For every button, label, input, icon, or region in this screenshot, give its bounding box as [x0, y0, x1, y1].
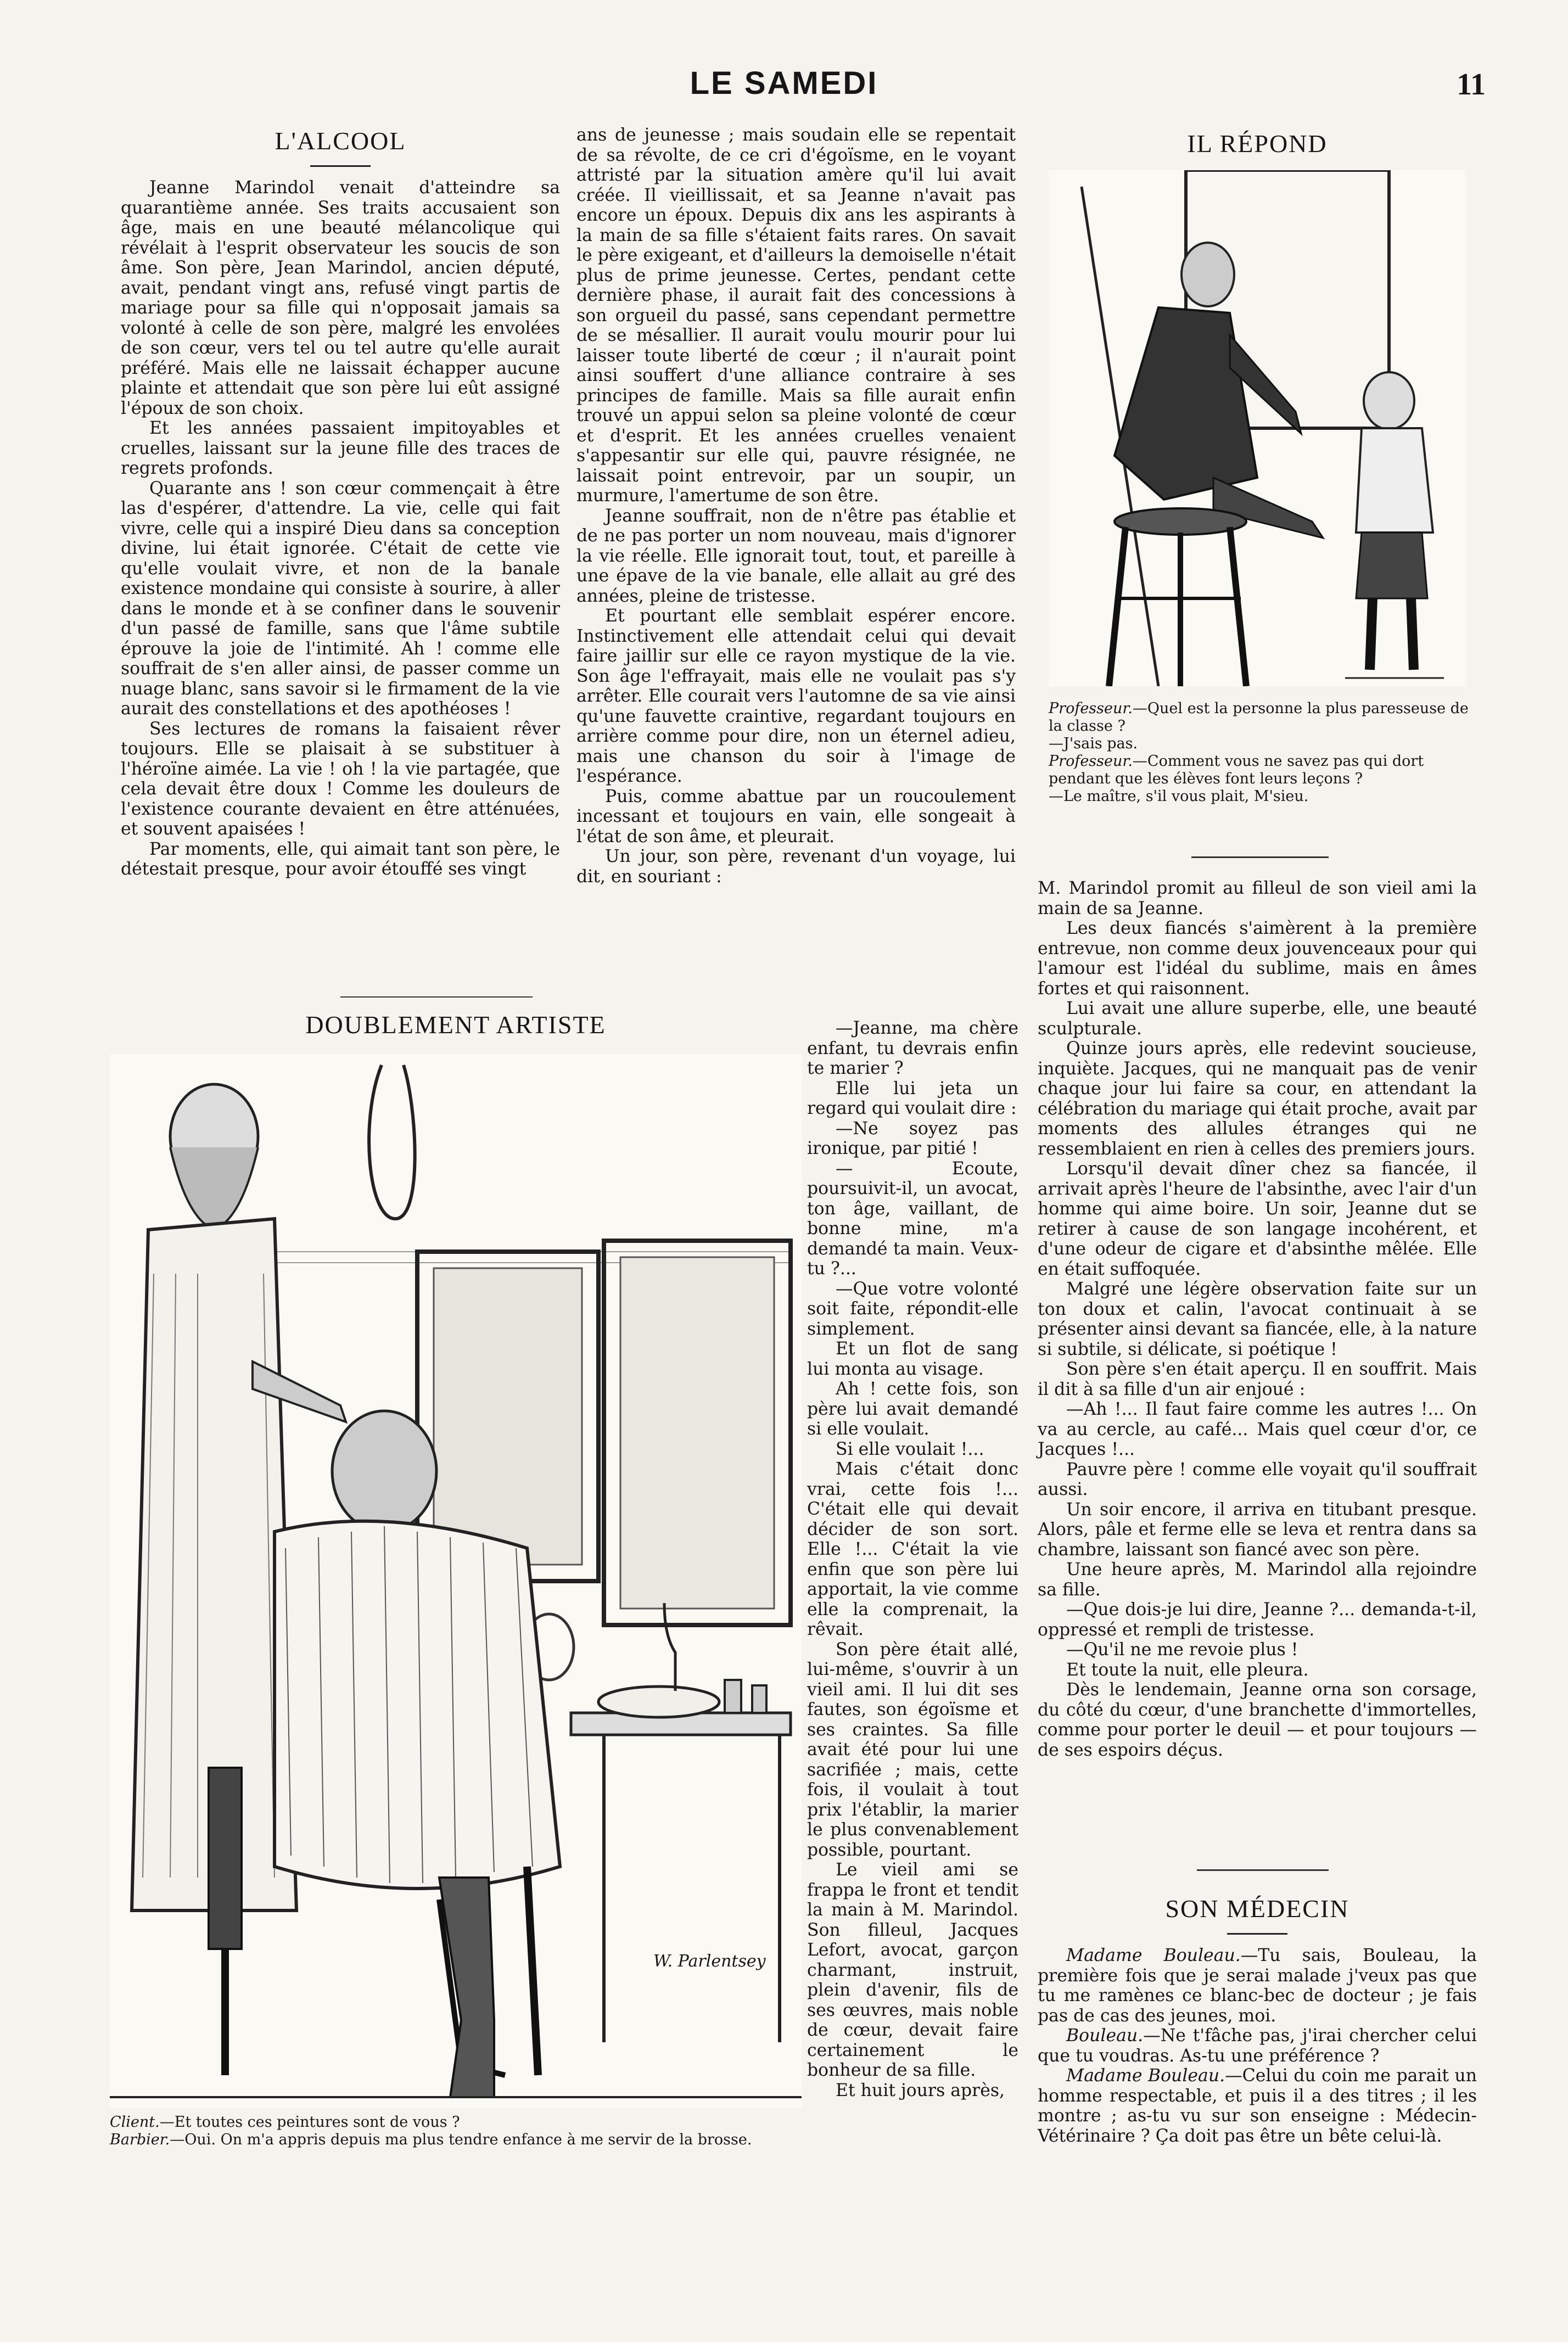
section-divider: [1191, 856, 1329, 858]
caption-line-2: [110, 2131, 835, 2149]
artist-signature: W. Parlentsey: [653, 1952, 766, 1971]
alcool-column-2b: [807, 1018, 1018, 2100]
alcool-col2-text: [576, 125, 1016, 887]
alcool-col2b-text: [807, 1018, 1018, 2100]
paragraph: Son père s'en était aperçu. Il en souffrit. Mais il dit à sa fille d'un air enjoué :: [1038, 1359, 1477, 1399]
il-repond-title: IL RÉPOND: [1187, 130, 1328, 158]
caption-text: —J'sais pas.: [1049, 735, 1138, 752]
doublement-title: DOUBLEMENT ARTISTE: [305, 1011, 606, 1039]
barber-drawing: [110, 1054, 802, 2108]
il-repond-captions: [1049, 700, 1477, 805]
dialogue-text: —Ne t'fâche pas, j'irai chercher celui que tu voudras. As-tu une préférence ?: [1038, 2026, 1477, 2066]
paragraph: Et les années passaient impitoyables et cruelles, laissant sur la jeune fille des traces de regrets profonds.: [121, 418, 560, 478]
paragraph: Malgré une légère observation faite sur un ton doux et calin, l'avocat continuait à se présenter ainsi devant sa fiancée, elle, à la nature si subtile, si délicate, si poétique !: [1038, 1279, 1477, 1359]
paragraph: — Ecoute, poursuivit-il, un avocat, ton âge, vaillant, de bonne mine, m'a demandé ta main. Veux-tu ?...: [807, 1158, 1018, 1279]
section-divider: [1197, 1869, 1329, 1871]
paragraph: Son père était allé, lui-même, s'ouvrir à un vieil ami. Il lui dit ses fautes, son égoïsme et ses craintes. Sa fille avait été pour lui une sacrifiée ; mais, cette fois, il voulait à tout prix l'établir, la marier le plus convenablement possible, pourtant.: [807, 1639, 1018, 1860]
caption-line: [1049, 735, 1477, 753]
paragraph: Quinze jours après, elle redevint soucieuse, inquiète. Jacques, qui ne manquait pas de venir chaque jour lui faire sa cour, en attendant la célébration du mariage qui était proche, avait par moments des allules étranges qui ne ressemblaient en rien à celles des premiers jours.: [1038, 1039, 1477, 1159]
painter-drawing: [1049, 170, 1466, 686]
dialogue-text: —Tu sais, Bouleau, la première fois que je serai malade j'veux pas que tu me ramènes ce blanc-bec de docteur ; je fais pas de cas des jeunes, moi.: [1038, 1946, 1477, 2026]
alcool-column-3: [1038, 878, 1477, 1760]
paragraph: Et toute la nuit, elle pleura.: [1066, 1660, 1309, 1680]
dialogue-line: [1038, 1946, 1477, 2026]
caption-line: [1049, 700, 1477, 735]
paragraph: M. Marindol promit au filleul de son vieil ami la main de sa Jeanne.: [1038, 878, 1477, 918]
paragraph: Pauvre père ! comme elle voyait qu'il souffrait aussi.: [1038, 1459, 1477, 1499]
son-medecin-section: [1038, 1894, 1477, 2146]
barber-illustration: [110, 1054, 802, 2108]
paragraph: Le vieil ami se frappa le front et tendit la main à M. Marindol. Son filleul, Jacques Lefort, avocat, garçon charmant, instruit, plein d'avenir, fils de ses œuvres, mais noble de cœur, devait faire certainement le bonheur de sa fille.: [807, 1860, 1018, 2080]
paragraph: Ah ! cette fois, son père lui avait demandé si elle voulait.: [807, 1379, 1018, 1439]
page-number: 11: [1457, 68, 1486, 102]
dialogue-line: [1038, 2026, 1477, 2066]
title-rule: [310, 165, 371, 167]
paragraph: Et un flot de sang lui monta au visage.: [807, 1339, 1018, 1379]
paragraph: Lorsqu'il devait dîner chez sa fiancée, il arrivait après l'heure de l'absinthe, avec l'air d'un homme qui aime boire. Un soir, Jeanne dut se retirer à cause de son langage incohérent, et d'une odeur de cigare et d'absinthe mêlée. Elle en était suffoquée.: [1038, 1159, 1477, 1279]
paragraph: Elle lui jeta un regard qui voulait dire :: [807, 1078, 1018, 1118]
caption-text: —Et toutes ces peintures sont de vous ?: [159, 2114, 460, 2131]
caption-text: —Oui. On m'a appris depuis ma plus tendre enfance à me servir de la brosse.: [170, 2131, 752, 2148]
caption-line-1: [110, 2114, 835, 2131]
paragraph: Lui avait une allure superbe, elle, une beauté sculpturale.: [1038, 999, 1477, 1039]
caption-text: —Comment vous ne savez pas qui dort pendant que les élèves font leurs leçons ?: [1049, 753, 1424, 787]
son-medecin-title: SON MÉDECIN: [1165, 1895, 1349, 1923]
paragraph: Quarante ans ! son cœur commençait à être las d'espérer, d'attendre. La vie, celle qui fait vivre, celle qui a inspiré Dieu dans sa conception divine, lui était ignorée. C'était de cette vie qu'elle voulait vivre, et non de la banale existence mondaine qui consiste à sourire, à aller dans le monde et à se confiner dans le souvenir d'un passé de famille, sans que l'âme subtile éprouve la joie de l'intimité. Ah ! comme elle souffrait de s'en aller ainsi, de passer comme un nuage blanc, sans savoir si le firmament de la vie aurait des constellations et des apothéoses !: [121, 478, 560, 719]
alcool-col1-text: [121, 178, 560, 879]
il-repond-section: [1038, 129, 1477, 158]
paragraph: Par moments, elle, qui aimait tant son père, le détestait presque, pour avoir étouffé ses vingt: [121, 839, 560, 879]
paragraph: Jeanne souffrait, non de n'être pas établie et de ne pas porter un nom nouveau, mais d'ignorer la vie réelle. Elle ignorait tout, tout, et pareille à une épave de la vie banale, elle allait au gré des années, pleine de tristesse.: [576, 506, 1016, 606]
caption-text: —Le maître, s'il vous plait, M'sieu.: [1049, 788, 1309, 805]
alcool-column-1: [121, 126, 560, 879]
caption-text: —Quel est la personne la plus paresseuse de la classe ?: [1049, 700, 1469, 735]
caption-speaker: Barbier.: [110, 2131, 170, 2148]
paragraph: Et pourtant elle semblait espérer encore. Instinctivement elle attendait celui qui devait faire jaillir sur elle ce rayon mystique de la vie. Son âge l'effrayait, mais elle ne voulait pas s'y arrêter. Elle courait vers l'automne de sa vie ainsi qu'une fauvette craintive, regardant toujours en arrière comme pour dire, non un éternel adieu, mais une chanson du soir à l'image de l'espérance.: [576, 606, 1016, 786]
speaker: Madame Bouleau.: [1066, 2066, 1225, 2086]
paragraph: Si elle voulait !...: [836, 1439, 984, 1459]
paragraph: —Que votre volonté soit faite, répondit-elle simplement.: [807, 1279, 1018, 1339]
paragraph: Jeanne Marindol venait d'atteindre sa quarantième année. Ses traits accusaient son âge, mais en une beauté mélancolique qui révélait à l'esprit observateur les soucis de son âme. Son père, Jean Marindol, ancien député, avait, pendant vingt ans, refusé vingt partis de mariage pour sa fille qui n'opposait jamais sa volonté à celle de son père, malgré les envolées de son cœur, vers tel ou tel autre qu'elle aurait préféré. Mais elle ne laissait échapper aucune plainte et attendait que son père lui eût assigné l'époux de son choix.: [121, 178, 560, 418]
dialogue-text: —Celui du coin me parait un homme respectable, et puis il a des titres ; il les montre ; as-tu vu sur son enseigne : Médecin-Vétérinaire ? Ça doit pas être un bête celui-là.: [1038, 2066, 1477, 2146]
caption-line: [1049, 753, 1477, 788]
caption-speaker: Client.: [110, 2114, 160, 2131]
paragraph: Un jour, son père, revenant d'un voyage, lui dit, en souriant :: [576, 847, 1016, 887]
paragraph: —Jeanne, ma chère enfant, tu devrais enfin te marier ?: [807, 1018, 1018, 1078]
paragraph: —Que dois-je lui dire, Jeanne ?... demanda-t-il, oppressé et rempli de tristesse.: [1038, 1600, 1477, 1640]
paragraph: Dès le lendemain, Jeanne orna son corsage, du côté du cœur, d'une branchette d'immortelles, comme pour porter le deuil — et pour toujours — de ses espoirs déçus.: [1038, 1680, 1477, 1760]
painter-illustration: [1049, 170, 1466, 686]
caption-speaker: Professeur.: [1049, 753, 1133, 770]
paragraph: ans de jeunesse ; mais soudain elle se repentait de sa révolte, de ce cri d'égoïsme, en le voyant attristé par la situation amère qu'il lui avait créée. Il vieillissait, et sa Jeanne n'avait pas encore un époux. Depuis dix ans les aspirants à la main de sa fille s'étaient faits rares. On savait le père exigeant, et d'ailleurs la demoiselle n'était plus de prime jeunesse. Certes, pendant cette dernière phase, il aurait fait des concessions à son orgueil du passé, sans cependant permettre de se mésallier. Il aurait voulu mourir pour lui laisser toute liberté de cœur ; il n'aurait point ainsi souffert d'une alliance contraire à ses principes de famille. Mais sa fille aurait enfin trouvé un appui selon sa pleine volonté de cœur et d'esprit. Et les années cruelles venaient s'appesantir sur elle qui, pauvre résignée, ne laissait point entrevoir, par un soupir, un murmure, l'amertume de son être.: [576, 125, 1016, 506]
paragraph: Mais c'était donc vrai, cette fois !... C'était elle qui devait décider de son sort. Elle !... C'était la vie enfin que son père lui apportait, la vie comme elle la comprenait, la rêvait.: [807, 1459, 1018, 1639]
paragraph: Un soir encore, il arriva en titubant presque. Alors, pâle et ferme elle se leva et rentra dans sa chambre, laissant son fiancé avec son père.: [1038, 1499, 1477, 1560]
paragraph: Une heure après, M. Marindol alla rejoindre sa fille.: [1038, 1560, 1477, 1600]
doublement-header: [110, 1010, 802, 1039]
paragraph: Les deux fiancés s'aimèrent à la première entrevue, non comme deux jouvenceaux pour qui l'amour est l'idéal du sublime, mais en âmes fortes et qui raisonnent.: [1038, 918, 1477, 999]
paragraph: —Ne soyez pas ironique, par pitié !: [807, 1118, 1018, 1158]
paragraph: Et huit jours après,: [836, 2080, 1005, 2100]
alcool-column-2: [576, 125, 1016, 887]
caption-speaker: Professeur.: [1049, 700, 1133, 717]
paragraph: —Ah !... Il faut faire comme les autres !... On va au cercle, au café... Mais quel cœur d'or, ce Jacques !...: [1038, 1399, 1477, 1459]
speaker: Bouleau.: [1066, 2026, 1144, 2046]
paragraph: —Qu'il ne me revoie plus !: [1066, 1640, 1298, 1660]
dialogue-line: [1038, 2066, 1477, 2146]
alcool-col3-text: [1038, 878, 1477, 1760]
title-rule: [1227, 1933, 1287, 1935]
paragraph: Puis, comme abattue par un roucoulement incessant et toujours en vain, elle songeait à l'état de son âme, et pleurait.: [576, 786, 1016, 847]
paragraph: Ses lectures de romans la faisaient rêver toujours. Elle se plaisait à se substituer à l'héroïne aimée. La vie ! oh ! la vie partagée, que cela devait être doux ! Comme les douleurs de l'existence courante devaient en être atténuées, et souvent apaisées !: [121, 719, 560, 839]
caption-line: [1049, 788, 1477, 805]
speaker: Madame Bouleau.: [1066, 1946, 1241, 1965]
alcool-title: L'ALCOOL: [275, 127, 406, 155]
section-divider: [340, 996, 533, 998]
masthead-title: LE SAMEDI: [690, 65, 878, 101]
barber-caption: [110, 2114, 835, 2149]
son-medecin-text: [1038, 1946, 1477, 2146]
